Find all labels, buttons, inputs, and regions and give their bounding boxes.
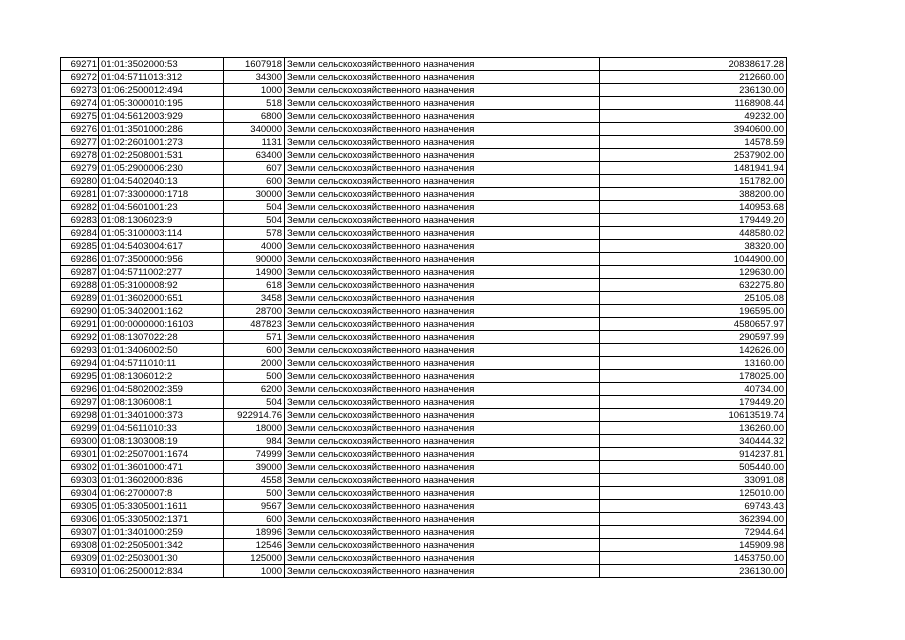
cadastral-number-cell: 01:08:1306023:9	[99, 214, 224, 227]
cadastral-number-cell: 01:01:3601000:471	[99, 461, 224, 474]
table-row	[61, 422, 787, 435]
area-cell: 30000	[224, 188, 285, 201]
land-category-cell: Земли сельскохозяйственного назначения	[285, 565, 600, 578]
table-row	[61, 344, 787, 357]
table-row	[61, 357, 787, 370]
area-cell: 74999	[224, 448, 285, 461]
land-category-cell: Земли сельскохозяйственного назначения	[285, 331, 600, 344]
cadastral-value-cell: 10613519.74	[600, 409, 787, 422]
area-cell: 984	[224, 435, 285, 448]
table-row	[61, 500, 787, 513]
area-cell: 571	[224, 331, 285, 344]
cadastral-number-cell: 01:01:3602000:836	[99, 474, 224, 487]
row-number-cell: 69302	[61, 461, 99, 474]
table-row	[61, 227, 787, 240]
row-number-cell: 69285	[61, 240, 99, 253]
cadastral-value-cell: 179449.20	[600, 214, 787, 227]
cadastral-number-cell: 01:04:5611010:33	[99, 422, 224, 435]
cadastral-value-cell: 340444.32	[600, 435, 787, 448]
area-cell: 63400	[224, 149, 285, 162]
cadastral-number-cell: 01:08:1307022:28	[99, 331, 224, 344]
land-category-cell: Земли сельскохозяйственного назначения	[285, 253, 600, 266]
land-category-cell: Земли сельскохозяйственного назначения	[285, 396, 600, 409]
cadastral-number-cell: 01:05:3402001:162	[99, 305, 224, 318]
table-row	[61, 253, 787, 266]
land-category-cell: Земли сельскохозяйственного назначения	[285, 305, 600, 318]
cadastral-number-cell: 01:08:1306012:2	[99, 370, 224, 383]
land-category-cell: Земли сельскохозяйственного назначения	[285, 71, 600, 84]
area-cell: 90000	[224, 253, 285, 266]
cadastral-value-cell: 125010.00	[600, 487, 787, 500]
table-row	[61, 240, 787, 253]
land-category-cell: Земли сельскохозяйственного назначения	[285, 344, 600, 357]
row-number-cell: 69310	[61, 565, 99, 578]
cadastral-number-cell: 01:06:2500012:834	[99, 565, 224, 578]
table-row	[61, 565, 787, 578]
table-row	[61, 461, 787, 474]
cadastral-value-cell: 196595.00	[600, 305, 787, 318]
area-cell: 125000	[224, 552, 285, 565]
row-number-cell: 69305	[61, 500, 99, 513]
row-number-cell: 69288	[61, 279, 99, 292]
table-row	[61, 110, 787, 123]
cadastral-number-cell: 01:01:3502000:53	[99, 58, 224, 71]
table-row	[61, 123, 787, 136]
land-category-cell: Земли сельскохозяйственного назначения	[285, 240, 600, 253]
land-category-cell: Земли сельскохозяйственного назначения	[285, 214, 600, 227]
cadastral-value-cell: 140953.68	[600, 201, 787, 214]
area-cell: 6800	[224, 110, 285, 123]
land-category-cell: Земли сельскохозяйственного назначения	[285, 149, 600, 162]
cadastral-number-cell: 01:02:2601001:273	[99, 136, 224, 149]
land-category-cell: Земли сельскохозяйственного назначения	[285, 279, 600, 292]
land-category-cell: Земли сельскохозяйственного назначения	[285, 188, 600, 201]
area-cell: 504	[224, 201, 285, 214]
row-number-cell: 69281	[61, 188, 99, 201]
row-number-cell: 69273	[61, 84, 99, 97]
table-row	[61, 214, 787, 227]
cadastral-value-cell: 290597.99	[600, 331, 787, 344]
land-category-cell: Земли сельскохозяйственного назначения	[285, 201, 600, 214]
cadastral-value-cell: 145909.98	[600, 539, 787, 552]
table-row	[61, 409, 787, 422]
cadastral-value-cell: 38320.00	[600, 240, 787, 253]
table-row	[61, 175, 787, 188]
cadastral-value-cell: 448580.02	[600, 227, 787, 240]
cadastral-number-cell: 01:08:1303008:19	[99, 435, 224, 448]
table-row	[61, 292, 787, 305]
cadastral-value-cell: 13160.00	[600, 357, 787, 370]
table-row	[61, 266, 787, 279]
cadastral-value-cell: 25105.08	[600, 292, 787, 305]
cadastral-value-cell: 33091.08	[600, 474, 787, 487]
cadastral-value-cell: 3940600.00	[600, 123, 787, 136]
table-row	[61, 487, 787, 500]
row-number-cell: 69300	[61, 435, 99, 448]
land-category-cell: Земли сельскохозяйственного назначения	[285, 318, 600, 331]
row-number-cell: 69290	[61, 305, 99, 318]
cadastral-value-cell: 2537902.00	[600, 149, 787, 162]
cadastral-value-cell: 914237.81	[600, 448, 787, 461]
table-row	[61, 396, 787, 409]
land-category-cell: Земли сельскохозяйственного назначения	[285, 162, 600, 175]
row-number-cell: 69308	[61, 539, 99, 552]
cadastral-value-cell: 236130.00	[600, 84, 787, 97]
cadastral-value-cell: 40734.00	[600, 383, 787, 396]
row-number-cell: 69278	[61, 149, 99, 162]
area-cell: 487823	[224, 318, 285, 331]
cadastral-number-cell: 01:04:5802002:359	[99, 383, 224, 396]
cadastral-number-cell: 01:02:2507001:1674	[99, 448, 224, 461]
table-row	[61, 71, 787, 84]
table-row	[61, 526, 787, 539]
table-row	[61, 305, 787, 318]
row-number-cell: 69283	[61, 214, 99, 227]
area-cell: 1000	[224, 565, 285, 578]
land-category-cell: Земли сельскохозяйственного назначения	[285, 84, 600, 97]
cadastral-number-cell: 01:04:5711010:11	[99, 357, 224, 370]
cadastral-value-cell: 142626.00	[600, 344, 787, 357]
area-cell: 500	[224, 370, 285, 383]
cadastral-value-cell: 505440.00	[600, 461, 787, 474]
area-cell: 1000	[224, 84, 285, 97]
cadastral-number-cell: 01:05:3000010:195	[99, 97, 224, 110]
land-category-cell: Земли сельскохозяйственного назначения	[285, 292, 600, 305]
cadastral-value-cell: 178025.00	[600, 370, 787, 383]
row-number-cell: 69304	[61, 487, 99, 500]
row-number-cell: 69309	[61, 552, 99, 565]
area-cell: 14900	[224, 266, 285, 279]
cadastral-number-cell: 01:01:3401000:259	[99, 526, 224, 539]
row-number-cell: 69284	[61, 227, 99, 240]
table-row	[61, 474, 787, 487]
area-cell: 28700	[224, 305, 285, 318]
cadastral-number-cell: 01:02:2508001:531	[99, 149, 224, 162]
table-row	[61, 279, 787, 292]
land-category-cell: Земли сельскохозяйственного назначения	[285, 175, 600, 188]
cadastral-number-cell: 01:02:2505001:342	[99, 539, 224, 552]
cadastral-value-cell: 179449.20	[600, 396, 787, 409]
area-cell: 39000	[224, 461, 285, 474]
row-number-cell: 69295	[61, 370, 99, 383]
table-row	[61, 370, 787, 383]
area-cell: 340000	[224, 123, 285, 136]
land-category-cell: Земли сельскохозяйственного назначения	[285, 448, 600, 461]
cadastral-value-cell: 1453750.00	[600, 552, 787, 565]
area-cell: 34300	[224, 71, 285, 84]
cadastral-number-cell: 01:01:3602000:651	[99, 292, 224, 305]
area-cell: 500	[224, 487, 285, 500]
area-cell: 600	[224, 175, 285, 188]
row-number-cell: 69298	[61, 409, 99, 422]
row-number-cell: 69289	[61, 292, 99, 305]
table-row	[61, 136, 787, 149]
table-row	[61, 513, 787, 526]
row-number-cell: 69292	[61, 331, 99, 344]
cadastral-number-cell: 01:08:1306008:1	[99, 396, 224, 409]
row-number-cell: 69293	[61, 344, 99, 357]
cadastral-value-cell: 362394.00	[600, 513, 787, 526]
land-category-cell: Земли сельскохозяйственного назначения	[285, 357, 600, 370]
row-number-cell: 69299	[61, 422, 99, 435]
row-number-cell: 69297	[61, 396, 99, 409]
cadastral-value-cell: 236130.00	[600, 565, 787, 578]
land-category-cell: Земли сельскохозяйственного назначения	[285, 513, 600, 526]
cadastral-number-cell: 01:05:3100008:92	[99, 279, 224, 292]
table-body	[61, 58, 787, 578]
area-cell: 600	[224, 513, 285, 526]
cadastral-number-cell: 01:05:3100003:114	[99, 227, 224, 240]
cadastral-number-cell: 01:05:3305002:1371	[99, 513, 224, 526]
table-row	[61, 58, 787, 71]
area-cell: 504	[224, 214, 285, 227]
land-category-cell: Земли сельскохозяйственного назначения	[285, 435, 600, 448]
area-cell: 3458	[224, 292, 285, 305]
row-number-cell: 69280	[61, 175, 99, 188]
cadastral-number-cell: 01:00:0000000:16103	[99, 318, 224, 331]
row-number-cell: 69282	[61, 201, 99, 214]
table-row	[61, 383, 787, 396]
land-category-cell: Земли сельскохозяйственного назначения	[285, 474, 600, 487]
row-number-cell: 69303	[61, 474, 99, 487]
cadastral-value-cell: 129630.00	[600, 266, 787, 279]
cadastral-number-cell: 01:06:2700007:8	[99, 487, 224, 500]
land-category-cell: Земли сельскохозяйственного назначения	[285, 97, 600, 110]
cadastral-value-cell: 136260.00	[600, 422, 787, 435]
cadastral-value-cell: 1044900.00	[600, 253, 787, 266]
land-category-cell: Земли сельскохозяйственного назначения	[285, 58, 600, 71]
cadastral-number-cell: 01:05:2900006:230	[99, 162, 224, 175]
table-row	[61, 149, 787, 162]
table-row	[61, 552, 787, 565]
land-category-cell: Земли сельскохозяйственного назначения	[285, 370, 600, 383]
cadastral-number-cell: 01:06:2500012:494	[99, 84, 224, 97]
area-cell: 578	[224, 227, 285, 240]
area-cell: 18996	[224, 526, 285, 539]
land-category-cell: Земли сельскохозяйственного назначения	[285, 136, 600, 149]
cadastral-number-cell: 01:04:5403004:617	[99, 240, 224, 253]
cadastral-value-cell: 388200.00	[600, 188, 787, 201]
row-number-cell: 69271	[61, 58, 99, 71]
area-cell: 9567	[224, 500, 285, 513]
table-row	[61, 331, 787, 344]
row-number-cell: 69279	[61, 162, 99, 175]
area-cell: 600	[224, 344, 285, 357]
table-row	[61, 162, 787, 175]
cadastral-value-cell: 4580657.97	[600, 318, 787, 331]
land-category-cell: Земли сельскохозяйственного назначения	[285, 409, 600, 422]
area-cell: 1607918	[224, 58, 285, 71]
land-category-cell: Земли сельскохозяйственного назначения	[285, 487, 600, 500]
area-cell: 12546	[224, 539, 285, 552]
land-category-cell: Земли сельскохозяйственного назначения	[285, 552, 600, 565]
row-number-cell: 69307	[61, 526, 99, 539]
cadastral-number-cell: 01:04:5612003:929	[99, 110, 224, 123]
cadastral-value-cell: 1481941.94	[600, 162, 787, 175]
cadastral-value-cell: 20838617.28	[600, 58, 787, 71]
cadastral-value-cell: 212660.00	[600, 71, 787, 84]
row-number-cell: 69277	[61, 136, 99, 149]
table-row	[61, 435, 787, 448]
row-number-cell: 69274	[61, 97, 99, 110]
cadastral-value-cell: 14578.59	[600, 136, 787, 149]
land-category-cell: Земли сельскохозяйственного назначения	[285, 123, 600, 136]
row-number-cell: 69287	[61, 266, 99, 279]
land-category-cell: Земли сельскохозяйственного назначения	[285, 383, 600, 396]
land-category-cell: Земли сельскохозяйственного назначения	[285, 539, 600, 552]
land-category-cell: Земли сельскохозяйственного назначения	[285, 461, 600, 474]
cadastral-number-cell: 01:02:2503001:30	[99, 552, 224, 565]
cadastral-number-cell: 01:04:5402040:13	[99, 175, 224, 188]
table-row	[61, 318, 787, 331]
cadastral-number-cell: 01:07:3300000:1718	[99, 188, 224, 201]
area-cell: 4558	[224, 474, 285, 487]
cadastral-value-cell: 69743.43	[600, 500, 787, 513]
cadastral-number-cell: 01:04:5711002:277	[99, 266, 224, 279]
land-category-cell: Земли сельскохозяйственного назначения	[285, 500, 600, 513]
cadastral-number-cell: 01:04:5711013:312	[99, 71, 224, 84]
cadastral-number-cell: 01:01:3501000:286	[99, 123, 224, 136]
row-number-cell: 69301	[61, 448, 99, 461]
cadastral-value-cell: 151782.00	[600, 175, 787, 188]
area-cell: 2000	[224, 357, 285, 370]
row-number-cell: 69286	[61, 253, 99, 266]
row-number-cell: 69272	[61, 71, 99, 84]
cadastral-number-cell: 01:01:3401000:373	[99, 409, 224, 422]
area-cell: 518	[224, 97, 285, 110]
land-category-cell: Земли сельскохозяйственного назначения	[285, 110, 600, 123]
table-row	[61, 448, 787, 461]
table-row	[61, 188, 787, 201]
row-number-cell: 69294	[61, 357, 99, 370]
table-row	[61, 97, 787, 110]
land-category-cell: Земли сельскохозяйственного назначения	[285, 227, 600, 240]
area-cell: 1131	[224, 136, 285, 149]
row-number-cell: 69276	[61, 123, 99, 136]
cadastral-number-cell: 01:05:3305001:1611	[99, 500, 224, 513]
area-cell: 607	[224, 162, 285, 175]
area-cell: 6200	[224, 383, 285, 396]
land-category-cell: Земли сельскохозяйственного назначения	[285, 266, 600, 279]
land-category-cell: Земли сельскохозяйственного назначения	[285, 526, 600, 539]
land-plots-table	[60, 57, 787, 578]
area-cell: 922914.76	[224, 409, 285, 422]
row-number-cell: 69296	[61, 383, 99, 396]
cadastral-value-cell: 49232.00	[600, 110, 787, 123]
row-number-cell: 69306	[61, 513, 99, 526]
table-row	[61, 84, 787, 97]
row-number-cell: 69275	[61, 110, 99, 123]
cadastral-number-cell: 01:07:3500000:956	[99, 253, 224, 266]
cadastral-value-cell: 1168908.44	[600, 97, 787, 110]
table-row	[61, 539, 787, 552]
area-cell: 4000	[224, 240, 285, 253]
row-number-cell: 69291	[61, 318, 99, 331]
table-row	[61, 201, 787, 214]
area-cell: 618	[224, 279, 285, 292]
area-cell: 18000	[224, 422, 285, 435]
area-cell: 504	[224, 396, 285, 409]
cadastral-value-cell: 72944.64	[600, 526, 787, 539]
cadastral-number-cell: 01:01:3406002:50	[99, 344, 224, 357]
cadastral-value-cell: 632275.80	[600, 279, 787, 292]
land-category-cell: Земли сельскохозяйственного назначения	[285, 422, 600, 435]
cadastral-number-cell: 01:04:5601001:23	[99, 201, 224, 214]
